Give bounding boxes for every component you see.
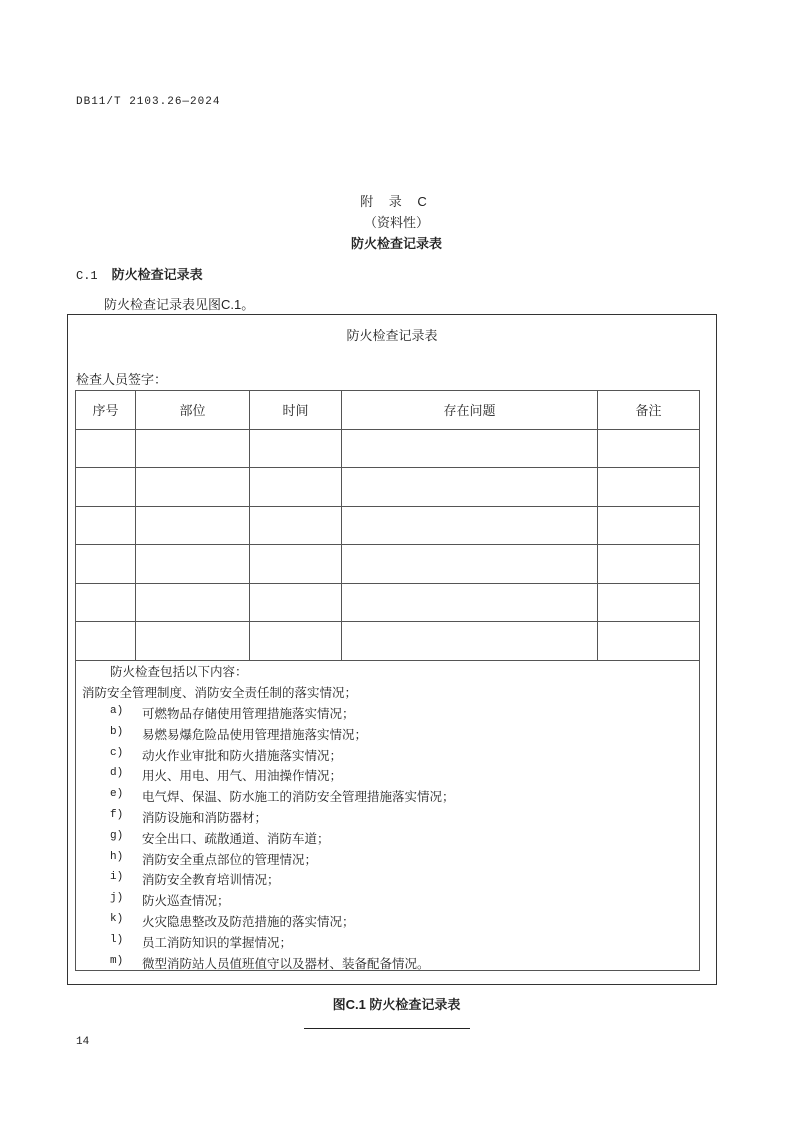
notes-first: 消防安全管理制度、消防安全责任制的落实情况； [82,686,358,700]
item-text: 员工消防知识的掌握情况； [142,935,293,950]
item-text: 消防安全教育培训情况； [142,873,280,888]
table-cell[interactable] [250,506,342,545]
item-text: 安全出口、疏散通道、消防车道； [142,831,330,846]
item-text: 微型消防站人员值班值守以及器材、装备配备情况。 [142,956,430,971]
item-label: h) [110,850,124,863]
signer-label: 检查人员签字： [76,372,168,387]
item-label: l) [110,933,124,946]
appendix-nature: （资料性） [363,215,429,230]
standard-number: DB11/T 2103.26—2024 [76,96,221,108]
notes-box [75,660,700,971]
item-label: j) [110,892,124,905]
figure-caption: 图C.1 防火检查记录表 [332,997,461,1012]
table-row [76,429,700,468]
table-cell[interactable] [598,583,700,622]
table-row [76,468,700,507]
table-row [76,583,700,622]
table-cell[interactable] [598,429,700,468]
table-cell[interactable] [598,545,700,584]
item-text: 易燃易爆危险品使用管理措施落实情况； [142,727,368,742]
appendix-name: 防火检查记录表 [350,236,442,251]
table-cell[interactable] [136,468,250,507]
table-cell[interactable] [342,506,598,545]
table-cell[interactable] [342,429,598,468]
table-cell[interactable] [250,583,342,622]
item-label: c) [110,746,124,759]
column-header: 部位 [136,391,250,430]
table-cell[interactable] [342,583,598,622]
item-text: 消防设施和消防器材； [142,811,268,825]
table-cell[interactable] [76,622,136,661]
table-cell[interactable] [250,622,342,661]
item-text: 电气焊、保温、防水施工的消防安全管理措施落实情况； [142,790,455,805]
column-header: 序号 [76,391,136,430]
table-cell[interactable] [136,622,250,661]
table-cell[interactable] [598,506,700,545]
form-title: 防火检查记录表 [346,328,438,343]
column-header: 存在问题 [342,391,598,430]
item-text: 消防安全重点部位的管理情况； [142,852,318,867]
table-cell[interactable] [136,583,250,622]
notes-lead: 防火检查包括以下内容： [110,665,248,679]
table-cell[interactable] [250,429,342,468]
item-label: f) [110,809,124,821]
page-number: 14 [76,1036,90,1048]
item-label: m) [110,954,124,967]
inspection-table [75,390,700,661]
table-cell[interactable] [76,429,136,468]
table-cell[interactable] [598,468,700,507]
item-label: a) [110,705,124,717]
item-label: i) [110,871,124,884]
end-rule [304,1028,470,1029]
table-header-row [76,391,700,430]
table-cell[interactable] [76,468,136,507]
section-number: C.1 [76,269,98,283]
item-label: e) [110,788,124,801]
table-cell[interactable] [76,506,136,545]
item-label: g) [110,829,124,842]
table-cell[interactable] [136,545,250,584]
column-header: 时间 [250,391,342,430]
table-cell[interactable] [342,545,598,584]
table-cell[interactable] [342,468,598,507]
item-text: 火灾隐患整改及防范措施的落实情况； [142,915,355,929]
intro-paragraph: 防火检查记录表见图C.1。 [104,297,255,312]
item-label: k) [110,913,124,925]
table-cell[interactable] [76,545,136,584]
column-header: 备注 [598,391,700,430]
table-row [76,506,700,545]
item-text: 用火、用电、用气、用油操作情况； [142,769,343,784]
table-cell[interactable] [598,622,700,661]
item-text: 动火作业审批和防火措施落实情况； [142,748,343,763]
item-text: 可燃物品存储使用管理措施落实情况； [142,707,355,721]
table-cell[interactable] [250,468,342,507]
table-cell[interactable] [342,622,598,661]
table-cell[interactable] [250,545,342,584]
table-cell[interactable] [136,506,250,545]
item-text: 防火巡查情况； [142,894,230,909]
appendix-title: 附 录 C [360,194,433,209]
table-row [76,622,700,661]
item-label: d) [110,767,124,780]
section-title: 防火检查记录表 [111,267,203,282]
table-cell[interactable] [136,429,250,468]
section-heading [76,264,203,283]
item-label: b) [110,725,124,738]
table-cell[interactable] [76,583,136,622]
table-row [76,545,700,584]
